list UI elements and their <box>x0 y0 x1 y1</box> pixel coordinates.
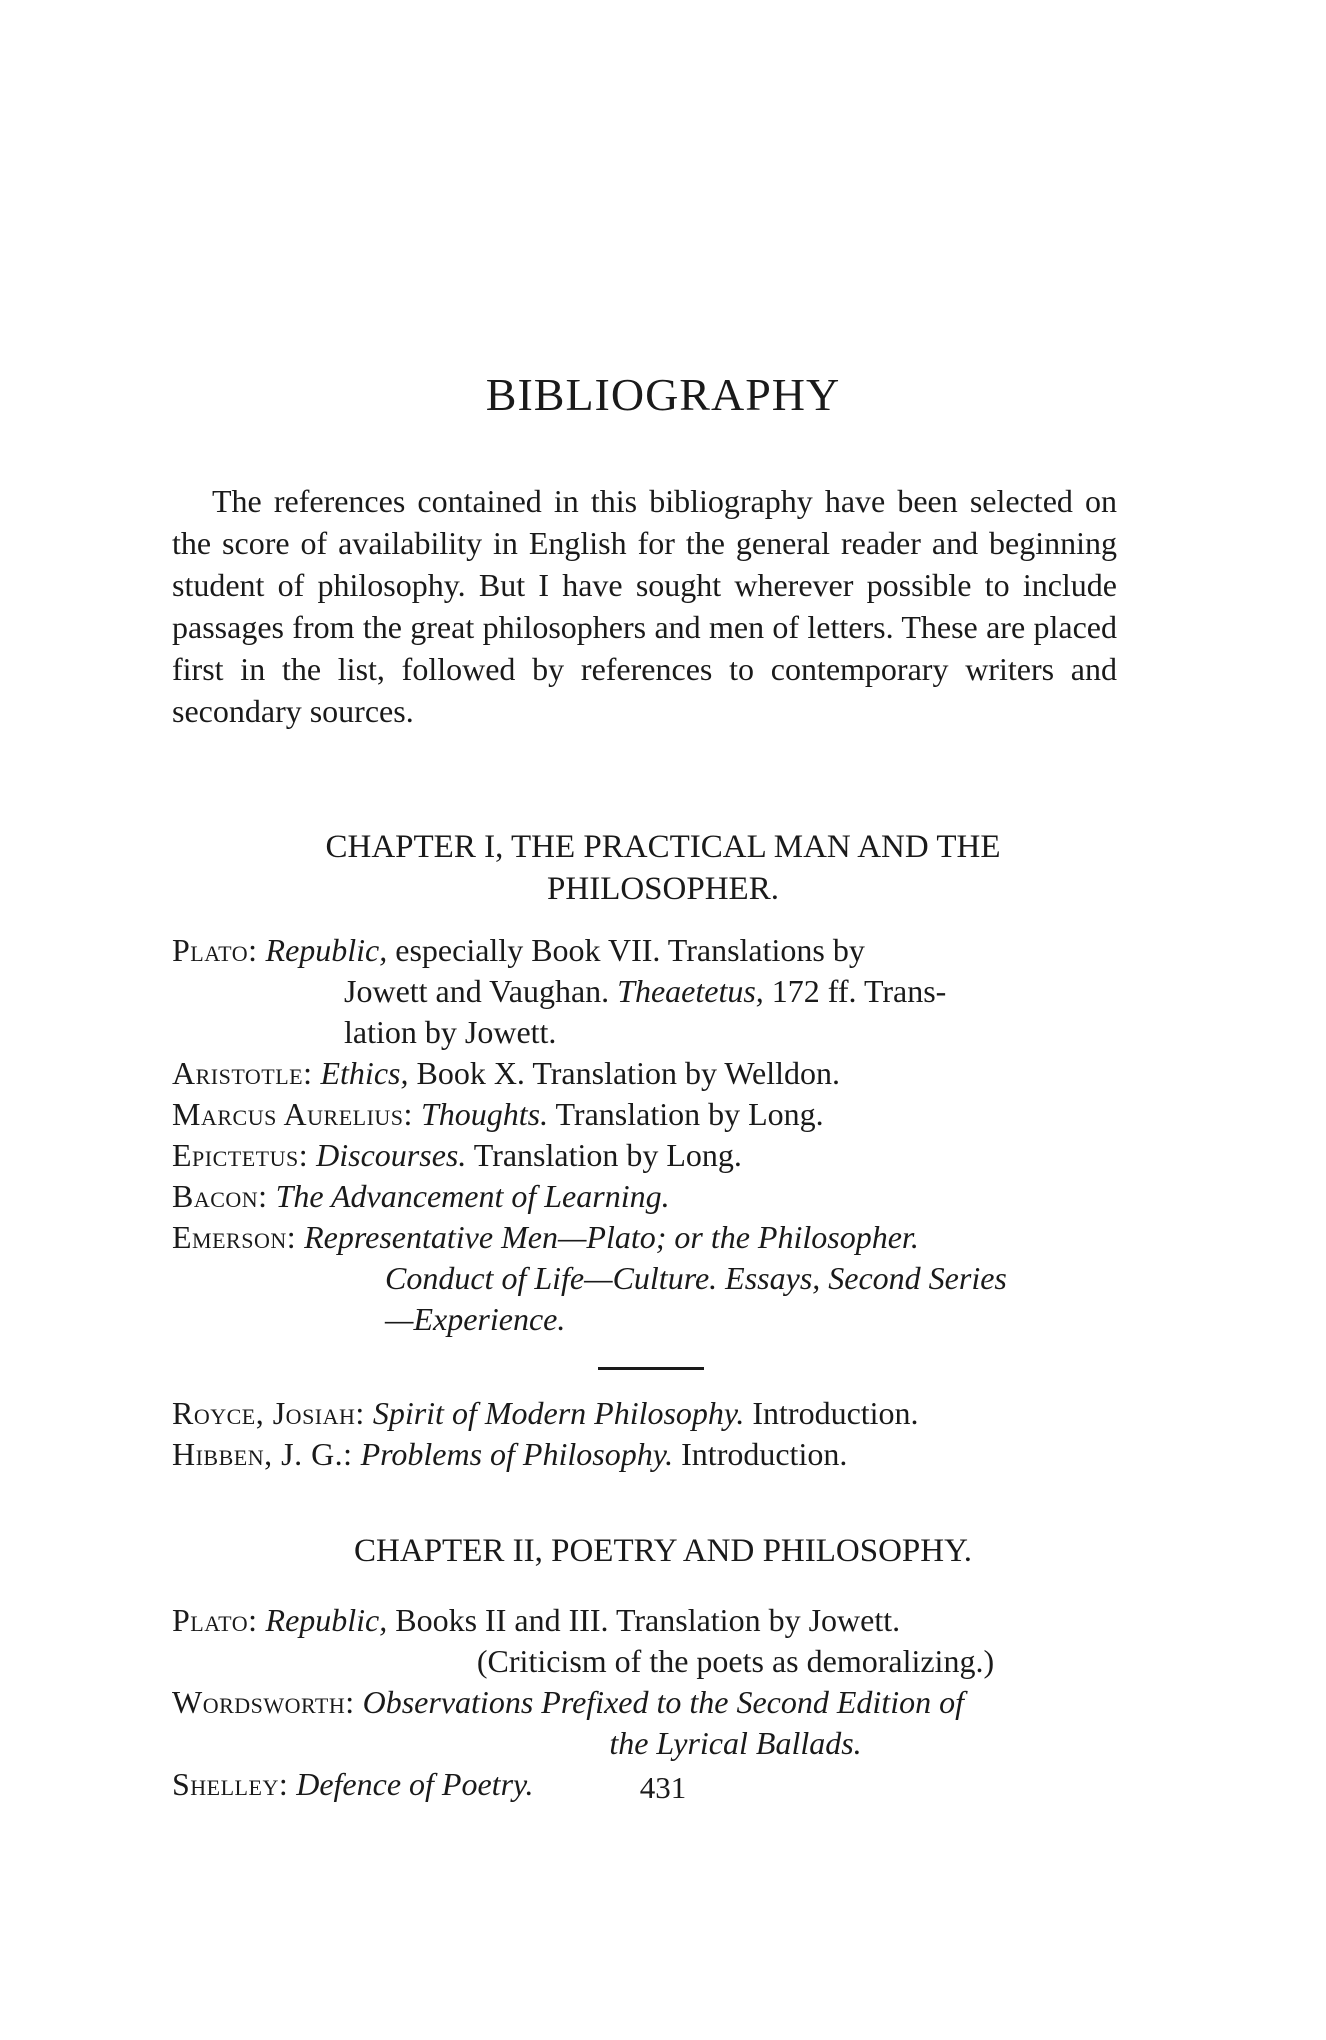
chapter-1-heading <box>0 826 1326 910</box>
entry-work: Spirit of Modern Philosophy. <box>372 1395 745 1431</box>
chapter-1-heading-line-1: CHAPTER I, THE PRACTICAL MAN AND THE <box>325 829 1001 865</box>
bib-entry <box>172 1053 1127 1094</box>
entry-author: Bacon: <box>172 1178 268 1214</box>
bib-entry <box>172 1135 1127 1176</box>
entry-author: Plato: <box>172 1602 258 1638</box>
entry-work: Ethics, <box>320 1055 409 1091</box>
bib-entry <box>172 1217 1127 1340</box>
entry-continuation: —Experience. <box>385 1301 566 1337</box>
bib-entry <box>172 930 1127 1053</box>
entry-text: Book X. Translation by Welldon. <box>408 1055 840 1091</box>
entry-text: Introduction. <box>744 1395 919 1431</box>
entry-text: Translation by Long. <box>548 1096 824 1132</box>
entry-work: Republic, <box>265 1602 388 1638</box>
entry-author: Emerson: <box>172 1219 297 1255</box>
entry-author: Epictetus: <box>172 1137 309 1173</box>
entry-continuation: the Lyrical Ballads. <box>609 1725 862 1761</box>
entry-work: Thoughts. <box>420 1096 549 1132</box>
entry-author: Plato: <box>172 932 258 968</box>
entry-work: Republic, <box>265 932 388 968</box>
bib-entry <box>172 1600 1127 1682</box>
entry-author: Hibben, J. G.: <box>172 1436 353 1472</box>
bib-entry <box>172 1393 1127 1434</box>
bib-entry <box>172 1682 1127 1764</box>
entry-author: Shelley: <box>172 1766 289 1802</box>
entry-author: Royce, Josiah: <box>172 1395 365 1431</box>
intro-text: The references contained in this bibliography have been selected on the score of availability in English for the general reader and beginning student of philosophy. But I have sought wherever possible to include passages from the great philosophers and men of letters. These are placed first in the list, followed by references to contemporary writers and secondary sources. <box>172 483 1117 729</box>
entry-text: Books II and III. Translation by Jowett. <box>387 1602 901 1638</box>
entry-text: Translation by Long. <box>466 1137 742 1173</box>
entry-author: Marcus Aurelius: <box>172 1096 413 1132</box>
entry-continuation: (Criticism of the poets as demoralizing.) <box>476 1643 995 1679</box>
page-title: BIBLIOGRAPHY <box>485 369 841 420</box>
chapter-2-heading: CHAPTER II, POETRY AND PHILOSOPHY. <box>354 1533 972 1569</box>
entry-work: Discourses. <box>316 1137 467 1173</box>
entry-work: Defence of Poetry. <box>296 1766 534 1802</box>
page-number: 431 <box>639 1770 687 1805</box>
entry-work: The Advancement of Learning. <box>275 1178 670 1214</box>
entry-continuation: Conduct of Life—Culture. Essays, Second Series <box>385 1260 1007 1296</box>
bib-entry <box>172 1094 1127 1135</box>
intro-paragraph <box>172 480 1117 732</box>
entry-work: Theaetetus, <box>617 973 764 1009</box>
section-divider <box>598 1367 704 1370</box>
chapter-1-heading-line-2: PHILOSOPHER. <box>547 871 779 907</box>
entry-author: Aristotle: <box>172 1055 313 1091</box>
bib-entry <box>172 1434 1127 1475</box>
entry-text: Jowett and Vaughan. <box>344 973 618 1009</box>
entry-work: Problems of Philosophy. <box>360 1436 674 1472</box>
bib-entry <box>172 1176 1127 1217</box>
chapter-1-secondary-list <box>172 1393 1127 1475</box>
entry-work: Observations Prefixed to the Second Edition of <box>362 1684 964 1720</box>
entry-text: especially Book VII. Translations by <box>387 932 865 968</box>
chapter-1-primary-list <box>172 930 1127 1340</box>
entry-author: Wordsworth: <box>172 1684 355 1720</box>
entry-continuation: lation by Jowett. <box>344 1014 557 1050</box>
entry-continuation <box>172 971 1127 1012</box>
entry-text: 172 ff. Trans- <box>763 973 947 1009</box>
entry-text: Introduction. <box>673 1436 848 1472</box>
entry-work: Representative Men—Plato; or the Philosopher. <box>304 1219 919 1255</box>
